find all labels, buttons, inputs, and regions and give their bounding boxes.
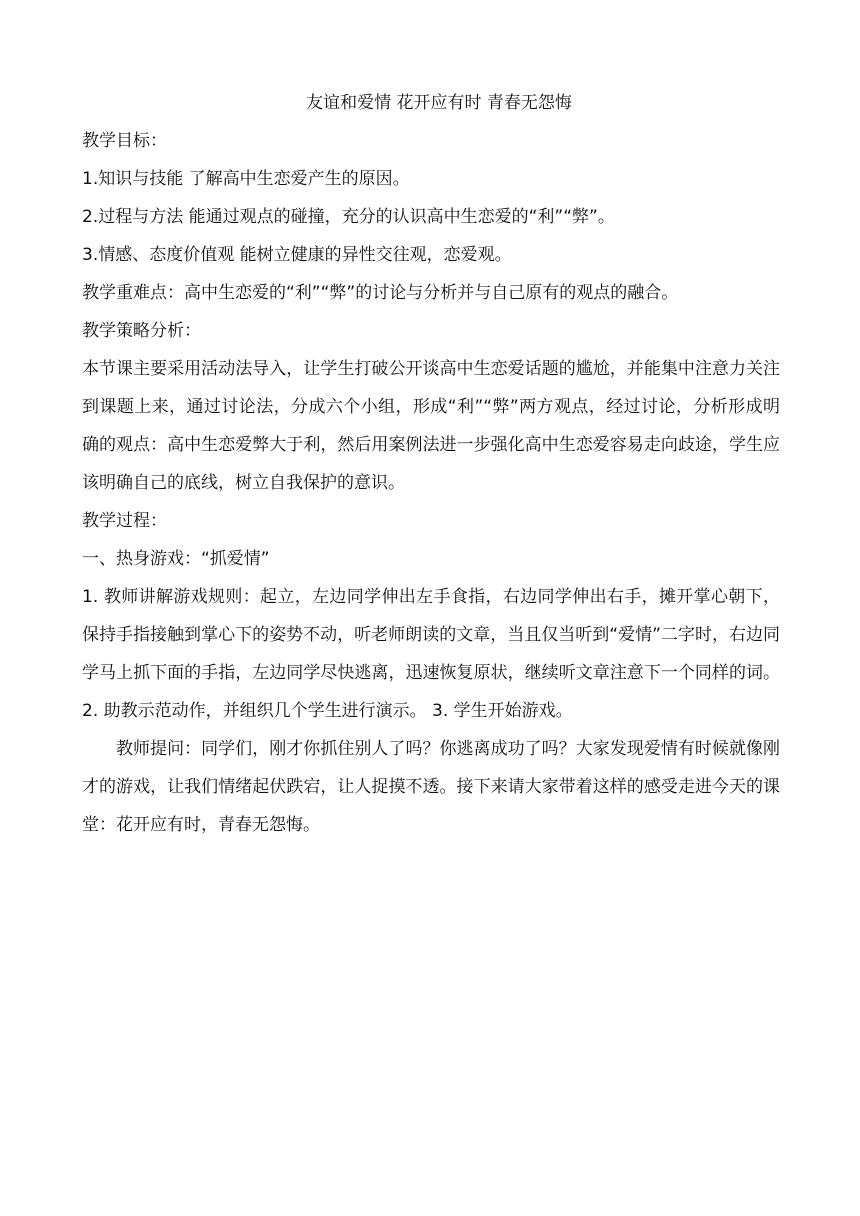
process-heading: 教学过程： (82, 511, 167, 531)
teacher-question: 教师提问：同学们，刚才你抓住别人了吗？你逃离成功了吗？大家发现爱情有时候就像刚才的游戏，让我们情绪起伏跌宕，让人捉摸不透。接下来请大家带着这样的感受走进今天的课堂：花开应有时，青春无怨悔。 (82, 739, 780, 835)
goal-emotion-values: 3.情感、态度价值观 能树立健康的异性交往观，恋爱观。 (82, 245, 512, 265)
strategy-body: 本节课主要采用活动法导入，让学生打破公开谈高中生恋爱话题的尴尬，并能集中注意力关注到课题上来，通过讨论法，分成六个小组，形成“利”“弊”两方观点，经过讨论，分析形成明确的观点：高中生恋爱弊大于利，然后用案例法进一步强化高中生恋爱容易走向歧途，学生应该明确自己的底线，树立自我保护的意识。 (82, 359, 780, 493)
strategy-heading: 教学策略分析： (82, 321, 201, 341)
key-difficulties: 教学重难点：高中生恋爱的“利”“弊”的讨论与分析并与自己原有的观点的融合。 (82, 283, 679, 303)
document-page (82, 84, 780, 844)
document-title: 友谊和爱情 花开应有时 青春无怨悔 (306, 93, 572, 113)
teaching-goals-heading: 教学目标： (82, 131, 167, 151)
warmup-game-heading: 一、热身游戏：“抓爱情” (82, 549, 270, 569)
game-rules: 1. 教师讲解游戏规则：起立，左边同学伸出左手食指，右边同学伸出右手，摊开掌心朝下，保持手指接触到掌心下的姿势不动，听老师朗读的文章，当且仅当听到“爱情”二字时，右边同学马上抓下面的手指，左边同学尽快逃离，迅速恢复原状，继续听文章注意下一个同样的词。 2. 助教示范动作，并组织几个学生进行演示。 3. 学生开始游戏。 (82, 587, 780, 721)
goal-knowledge-skills: 1.知识与技能 了解高中生恋爱产生的原因。 (82, 169, 410, 189)
goal-process-method: 2.过程与方法 能通过观点的碰撞，充分的认识高中生恋爱的“利”“弊”。 (82, 207, 615, 227)
